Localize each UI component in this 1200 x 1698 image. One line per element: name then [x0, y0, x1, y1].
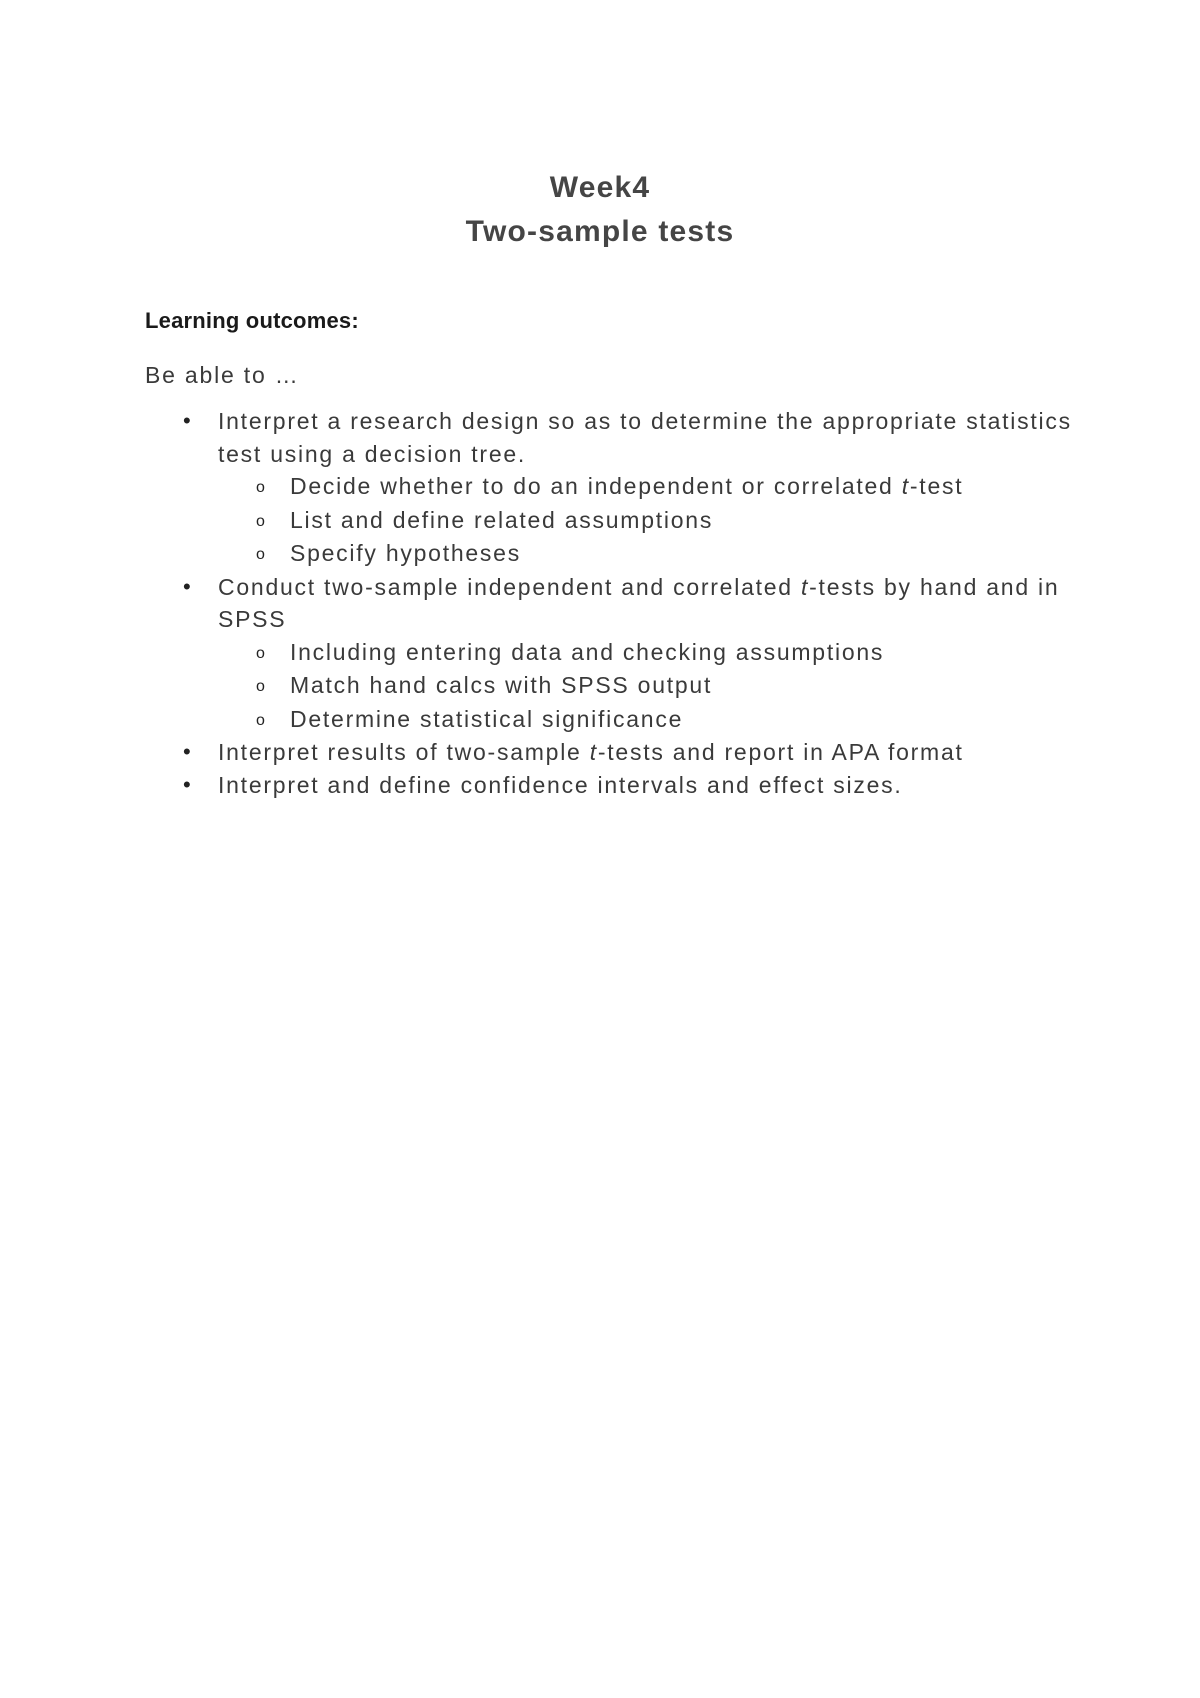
sub-list-item [0, 537, 1200, 571]
sub-item-text: Decide whether to do an independent or correlated [290, 473, 902, 499]
sub-list [0, 470, 1200, 571]
sub-item-text: Including entering data and checking assumptions [290, 638, 885, 665]
list-item-text-suffix: -tests by hand and in SPSS [218, 573, 1060, 632]
title-topic: Two-sample tests [465, 215, 735, 248]
sub-list-item [0, 636, 1200, 670]
sub-item-text-suffix: -test [909, 473, 964, 499]
bullet-icon: • [183, 771, 193, 797]
sub-list-item [0, 504, 1200, 538]
list-item-italic: t [589, 739, 598, 765]
circle-bullet-icon: o [256, 711, 267, 729]
sub-item-text: List and define related assumptions [290, 506, 714, 533]
list-item-text: Interpret and define confidence intervals and effect sizes. [218, 771, 903, 798]
list-item-italic: t [801, 573, 810, 600]
sub-item-italic: t [901, 473, 910, 499]
list-item [0, 769, 1200, 802]
circle-bullet-icon: o [256, 512, 267, 530]
outcomes-list [0, 405, 1200, 801]
list-item [0, 405, 1200, 470]
intro-text: Be able to … [145, 362, 300, 388]
circle-bullet-icon: o [256, 644, 267, 662]
bullet-icon: • [183, 739, 193, 764]
sub-list-item [0, 470, 1200, 504]
list-item-text: Interpret a research design so as to determine the appropriate statistics test using a decision tree. [218, 408, 1072, 467]
sub-item-text: Match hand calcs with SPSS output [290, 672, 713, 698]
list-item-text-suffix: -tests and report in APA format [597, 739, 964, 765]
bullet-icon: • [183, 573, 193, 599]
list-item-text: Conduct two-sample independent and correlated [218, 573, 801, 600]
section-heading: Learning outcomes: [145, 308, 359, 333]
list-item-text: Interpret results of two-sample [218, 739, 590, 765]
sub-item-text: Specify hypotheses [290, 540, 521, 566]
sub-list-item [0, 669, 1200, 703]
sub-list [0, 636, 1200, 737]
list-item [0, 736, 1200, 769]
circle-bullet-icon: o [256, 479, 267, 496]
title-week: Week4 [549, 171, 651, 204]
sub-item-text: Determine statistical significance [290, 705, 684, 732]
list-item [0, 571, 1200, 636]
circle-bullet-icon: o [256, 678, 267, 695]
sub-list-item [0, 703, 1200, 737]
bullet-icon: • [183, 408, 193, 433]
document-title [0, 166, 1200, 254]
circle-bullet-icon: o [256, 546, 267, 563]
